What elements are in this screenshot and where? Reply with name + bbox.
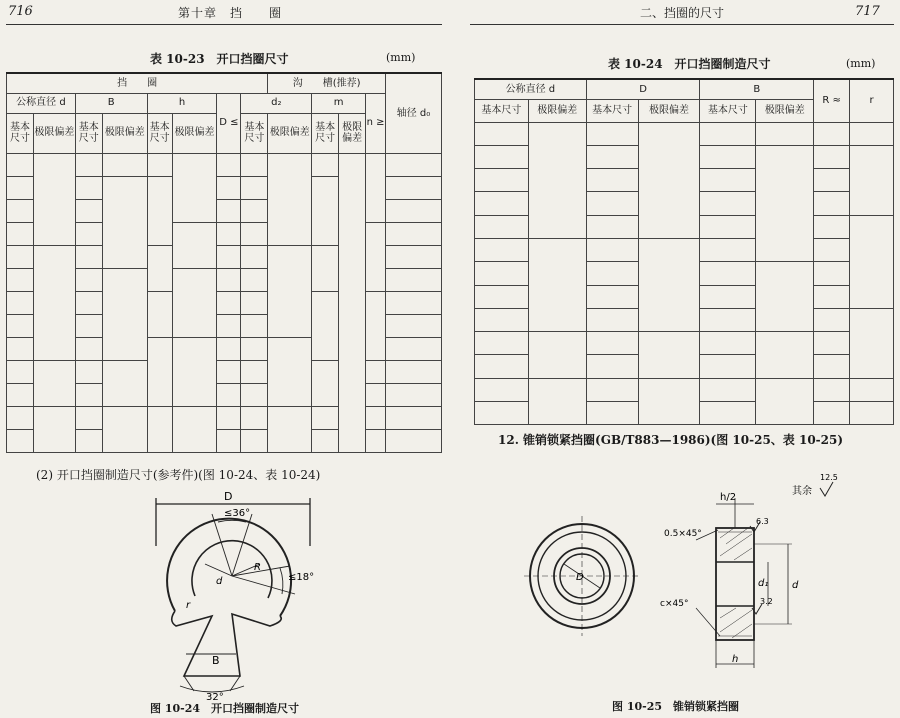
cell-B xyxy=(75,176,102,199)
header-dev: 极限偏差 xyxy=(102,113,147,153)
cell-R xyxy=(814,262,850,285)
cell-h xyxy=(147,337,172,406)
cell-B xyxy=(75,337,102,360)
cell-D-dev xyxy=(638,122,700,238)
cell-d xyxy=(7,337,34,360)
cell-d xyxy=(475,215,529,238)
angle-18: ≤18° xyxy=(288,572,315,583)
header-n: n ≥ xyxy=(366,93,386,153)
cell-D xyxy=(217,222,241,245)
cell-B-dev xyxy=(756,378,814,425)
cell-D xyxy=(217,291,241,314)
cell-D xyxy=(586,355,638,378)
cell-d xyxy=(475,308,529,331)
cell-B-dev xyxy=(756,332,814,379)
cell-D-dev xyxy=(638,238,700,331)
cell-B xyxy=(75,406,102,429)
cell-R xyxy=(814,378,850,401)
cell-d xyxy=(7,245,34,268)
header-h: h xyxy=(147,93,217,113)
cell-d2-dev xyxy=(268,337,312,406)
cell-D xyxy=(586,169,638,192)
roughness-125: 12.5 xyxy=(820,473,838,482)
cell-d xyxy=(475,402,529,425)
cell-D xyxy=(217,268,241,291)
cell-B xyxy=(700,262,756,285)
cell-D xyxy=(217,245,241,268)
cell-r xyxy=(850,402,894,425)
cell-d2 xyxy=(241,153,268,176)
cell-B xyxy=(700,355,756,378)
cell-h-dev xyxy=(172,268,217,337)
cell-d xyxy=(7,406,34,429)
header-r: r xyxy=(850,79,894,122)
header-base: 基本尺寸 xyxy=(147,113,172,153)
cell-d xyxy=(7,199,34,222)
header-nominal-d: 公称直径 d xyxy=(7,93,76,113)
cell-R xyxy=(814,332,850,355)
cell-D xyxy=(586,308,638,331)
table-10-24 xyxy=(474,78,894,425)
cell-D xyxy=(586,285,638,308)
cell-D-dev xyxy=(638,378,700,425)
header-dev: 极限偏差 xyxy=(339,113,366,153)
roughness-63: 6.3 xyxy=(756,517,769,526)
cell-r xyxy=(850,122,894,145)
cell-h-dev xyxy=(172,222,217,268)
cell-d2 xyxy=(241,406,268,429)
cell-d0 xyxy=(386,222,442,245)
cell-d2 xyxy=(241,222,268,245)
cell-d2 xyxy=(241,199,268,222)
header-base: 基本尺寸 xyxy=(700,99,756,122)
rest-label: 其余 xyxy=(792,486,812,497)
cell-B xyxy=(700,308,756,331)
cell-d xyxy=(7,176,34,199)
cell-B xyxy=(700,238,756,261)
cell-B xyxy=(75,314,102,337)
cell-d xyxy=(7,360,34,383)
cell-n xyxy=(366,429,386,452)
cell-D xyxy=(586,122,638,145)
cell-d0 xyxy=(386,153,442,176)
cell-B-dev xyxy=(102,176,147,268)
cell-d2 xyxy=(241,268,268,291)
cell-B xyxy=(75,199,102,222)
cell-d-dev xyxy=(528,122,586,238)
cell-B xyxy=(700,402,756,425)
header-d2: d₂ xyxy=(241,93,312,113)
cell-d xyxy=(475,192,529,215)
cell-d xyxy=(7,153,34,176)
cell-d0 xyxy=(386,429,442,452)
dim-h2: h/2 xyxy=(720,492,737,503)
cell-d0 xyxy=(386,383,442,406)
cell-B-dev xyxy=(102,153,147,176)
cell-D xyxy=(217,360,241,383)
section-12-heading: 12. 锥销锁紧挡圈(GB/T883—1986)(图 10-25、表 10-25) xyxy=(498,433,844,447)
cell-B xyxy=(75,268,102,291)
cell-d xyxy=(7,383,34,406)
cell-d-dev xyxy=(33,406,75,452)
cell-D xyxy=(217,199,241,222)
cell-n xyxy=(366,360,386,383)
dim-D: D xyxy=(576,572,584,583)
cell-D xyxy=(586,262,638,285)
cell-m xyxy=(312,406,339,429)
cell-d0 xyxy=(386,176,442,199)
header-dev: 极限偏差 xyxy=(528,99,586,122)
cell-d xyxy=(475,145,529,168)
cell-d xyxy=(7,314,34,337)
cell-d0 xyxy=(386,291,442,314)
cell-m xyxy=(312,176,339,245)
cell-B-dev xyxy=(102,406,147,452)
cell-d xyxy=(475,355,529,378)
cell-d2 xyxy=(241,360,268,383)
page-number-left: 716 xyxy=(8,4,33,19)
cell-h xyxy=(147,153,172,176)
cell-d2 xyxy=(241,291,268,314)
cell-B xyxy=(75,153,102,176)
header-base: 基本尺寸 xyxy=(7,113,34,153)
roughness-32: 3.2 xyxy=(760,597,773,606)
cell-d-dev xyxy=(528,238,586,331)
cell-d xyxy=(475,332,529,355)
cell-h xyxy=(147,291,172,337)
header-D: D ≤ xyxy=(217,93,241,153)
chamfer-cx45: c×45° xyxy=(660,599,689,609)
angle-36: ≤36° xyxy=(224,508,251,519)
cell-B xyxy=(700,169,756,192)
cell-d2 xyxy=(241,429,268,452)
cell-B xyxy=(700,285,756,308)
label-r: r xyxy=(186,600,191,611)
table-10-23 xyxy=(6,72,442,453)
header-B: B xyxy=(700,79,814,99)
page-number-right: 717 xyxy=(855,4,880,19)
table-10-23-caption: 表 10-23 开口挡圈尺寸 xyxy=(150,52,289,66)
cell-d0 xyxy=(386,268,442,291)
cell-h-dev xyxy=(172,406,217,452)
figure-10-24-caption: 图 10-24 开口挡圈制造尺寸 xyxy=(150,702,300,715)
table-row xyxy=(7,406,442,429)
cell-d0 xyxy=(386,314,442,337)
cell-h-dev xyxy=(172,337,217,406)
cell-D xyxy=(586,192,638,215)
figure-10-25-drawing xyxy=(520,468,896,688)
cell-d2-dev xyxy=(268,153,312,245)
header-base: 基本尺寸 xyxy=(475,99,529,122)
cell-m xyxy=(312,360,339,406)
cell-d xyxy=(475,122,529,145)
cell-D xyxy=(217,406,241,429)
cell-D xyxy=(586,402,638,425)
header-R: R ≈ xyxy=(814,79,850,122)
cell-d xyxy=(7,291,34,314)
cell-d xyxy=(7,429,34,452)
header-B: B xyxy=(75,93,147,113)
header-D: D xyxy=(586,79,700,99)
cell-R xyxy=(814,402,850,425)
header-retainer: 挡 圈 xyxy=(7,73,268,93)
cell-R xyxy=(814,215,850,238)
cell-B-dev xyxy=(102,360,147,406)
table-row xyxy=(475,122,894,145)
cell-m xyxy=(312,291,339,360)
cell-B-dev xyxy=(102,268,147,360)
cell-D-dev xyxy=(638,332,700,379)
cell-D xyxy=(217,314,241,337)
header-dev: 极限偏差 xyxy=(33,113,75,153)
cell-d xyxy=(7,268,34,291)
cell-r xyxy=(850,308,894,378)
table-10-24-unit: (mm) xyxy=(846,57,876,70)
header-m: m xyxy=(312,93,366,113)
cell-d xyxy=(7,222,34,245)
header-dev: 极限偏差 xyxy=(172,113,217,153)
cell-B xyxy=(700,378,756,401)
cell-d xyxy=(475,378,529,401)
cell-d0 xyxy=(386,406,442,429)
cell-n xyxy=(366,153,386,222)
header-shaft-dia: 轴径 d₀ xyxy=(386,73,442,153)
angle-32: 32° xyxy=(206,692,224,700)
cell-B-dev xyxy=(756,262,814,332)
cell-r xyxy=(850,145,894,215)
cell-n xyxy=(366,291,386,360)
cell-h-dev xyxy=(172,153,217,222)
cell-B xyxy=(700,122,756,145)
label-d: d xyxy=(216,576,223,587)
cell-m xyxy=(312,245,339,291)
cell-B xyxy=(75,429,102,452)
header-base: 基本尺寸 xyxy=(586,99,638,122)
cell-d0 xyxy=(386,199,442,222)
header-base: 基本尺寸 xyxy=(75,113,102,153)
cell-R xyxy=(814,355,850,378)
cell-B xyxy=(700,332,756,355)
cell-B xyxy=(75,291,102,314)
table-10-24-caption: 表 10-24 开口挡圈制造尺寸 xyxy=(608,57,771,71)
chapter-title: 第十章 挡 圈 xyxy=(178,6,283,20)
cell-D xyxy=(586,238,638,261)
cell-D xyxy=(217,337,241,360)
cell-n xyxy=(366,383,386,406)
cell-d2 xyxy=(241,314,268,337)
cell-D xyxy=(586,145,638,168)
cell-d0 xyxy=(386,337,442,360)
cell-d xyxy=(475,238,529,261)
cell-D xyxy=(217,176,241,199)
cell-m-dev xyxy=(339,153,366,452)
cell-d xyxy=(475,285,529,308)
cell-B xyxy=(75,360,102,383)
table-10-23-unit: (mm) xyxy=(386,51,416,64)
cell-D xyxy=(217,429,241,452)
cell-h xyxy=(147,245,172,291)
figure-10-24-drawing xyxy=(120,486,420,700)
cell-m xyxy=(312,429,339,452)
header-base: 基本尺寸 xyxy=(241,113,268,153)
cell-d2 xyxy=(241,245,268,268)
cell-D xyxy=(586,378,638,401)
cell-B xyxy=(700,215,756,238)
cell-R xyxy=(814,122,850,145)
cell-D xyxy=(586,332,638,355)
cell-B xyxy=(700,145,756,168)
cell-d0 xyxy=(386,245,442,268)
header-dev: 极限偏差 xyxy=(268,113,312,153)
cell-B xyxy=(75,383,102,406)
figure-10-25-caption: 图 10-25 锥销锁紧挡圈 xyxy=(612,700,740,713)
cell-R xyxy=(814,145,850,168)
cell-d-dev xyxy=(33,153,75,245)
cell-d xyxy=(475,169,529,192)
cell-d-dev xyxy=(33,245,75,360)
cell-d2-dev xyxy=(268,406,312,452)
cell-d xyxy=(475,262,529,285)
header-dev: 极限偏差 xyxy=(756,99,814,122)
table-row xyxy=(475,378,894,401)
cell-r xyxy=(850,215,894,308)
cell-R xyxy=(814,285,850,308)
section-title: 二、挡圈的尺寸 xyxy=(640,6,725,20)
cell-d-dev xyxy=(33,360,75,406)
cell-d0 xyxy=(386,360,442,383)
table-row xyxy=(7,360,442,383)
dim-D: D xyxy=(224,490,233,503)
dim-h: h xyxy=(732,654,739,665)
cell-d2 xyxy=(241,383,268,406)
cell-d2 xyxy=(241,176,268,199)
table-row xyxy=(475,238,894,261)
cell-d-dev xyxy=(528,378,586,425)
cell-B-dev xyxy=(756,145,814,261)
cell-B xyxy=(75,245,102,268)
cell-D xyxy=(217,153,241,176)
cell-R xyxy=(814,308,850,331)
cell-d-dev xyxy=(528,332,586,379)
table-row xyxy=(475,332,894,355)
table-row xyxy=(7,153,442,176)
dim-d: d xyxy=(792,580,799,591)
dim-B: B xyxy=(212,654,220,667)
cell-D xyxy=(217,383,241,406)
cell-B-dev xyxy=(756,122,814,145)
cell-h xyxy=(147,406,172,452)
cell-n xyxy=(366,406,386,429)
cell-R xyxy=(814,238,850,261)
dim-d1: d₁ xyxy=(758,578,769,589)
cell-R xyxy=(814,192,850,215)
header-groove: 沟 槽(推荐) xyxy=(268,73,386,93)
section-2-heading: (2) 开口挡圈制造尺寸(参考件)(图 10-24、表 10-24) xyxy=(36,468,321,482)
chamfer-05x45: 0.5×45° xyxy=(664,529,702,539)
cell-d2 xyxy=(241,337,268,360)
cell-h xyxy=(147,176,172,245)
cell-m xyxy=(312,153,339,176)
cell-n xyxy=(366,222,386,291)
header-dev: 极限偏差 xyxy=(638,99,700,122)
cell-d2-dev xyxy=(268,245,312,337)
cell-B xyxy=(700,192,756,215)
header-nominal-d: 公称直径 d xyxy=(475,79,587,99)
cell-B xyxy=(75,222,102,245)
label-R: R xyxy=(254,562,261,573)
cell-R xyxy=(814,169,850,192)
cell-D xyxy=(586,215,638,238)
header-base: 基本尺寸 xyxy=(312,113,339,153)
cell-r xyxy=(850,378,894,401)
